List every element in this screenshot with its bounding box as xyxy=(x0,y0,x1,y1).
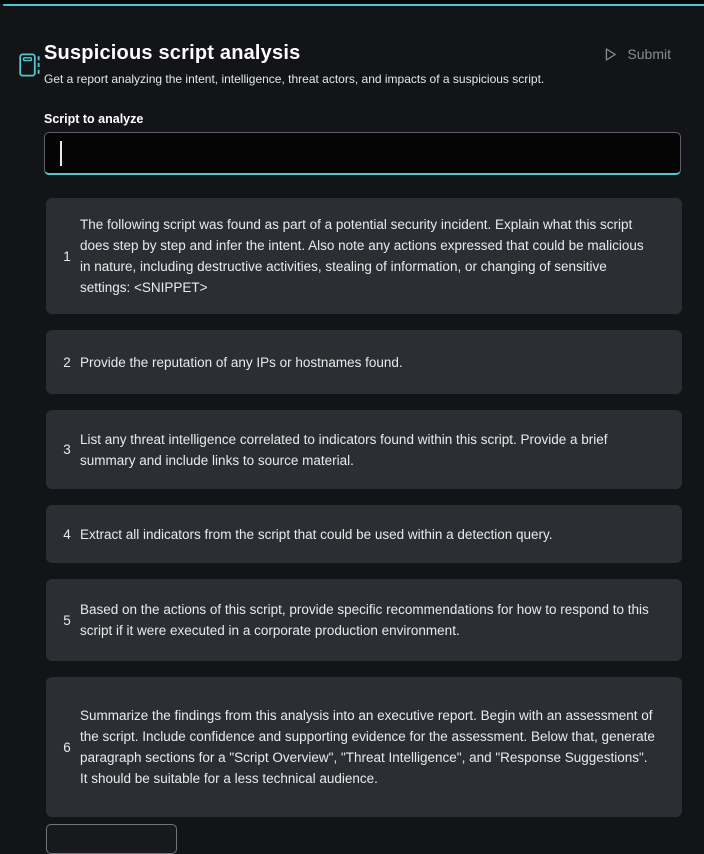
prompt-text: Provide the reputation of any IPs or hostnames found. xyxy=(80,354,403,370)
text-cursor xyxy=(60,141,62,166)
prompt-number: 4 xyxy=(63,526,71,542)
prompt-number: 3 xyxy=(63,442,71,457)
prompt-text: Summarize the findings from this analysis into an executive report. Begin with an assessment of the script. Include confidence and supporting evidence for the assessment. Below that, generate paragraph sections for a "Script Overview", "Threat Intelligence", and "Response Suggestions". It should be suitable for a less technical audience. xyxy=(80,708,655,786)
prompt-card-4[interactable] xyxy=(46,505,682,563)
prompt-card-2[interactable] xyxy=(46,330,682,394)
bottom-action-button-partial[interactable] xyxy=(46,824,177,854)
prompt-number: 6 xyxy=(63,739,71,755)
prompt-number: 5 xyxy=(63,612,71,628)
prompt-number: 2 xyxy=(63,354,71,370)
prompt-card-5[interactable] xyxy=(46,579,682,661)
play-icon xyxy=(603,47,618,62)
promptbook-icon xyxy=(19,53,40,77)
script-input[interactable] xyxy=(44,132,681,175)
prompt-card-3[interactable] xyxy=(46,410,682,489)
page-title: Suspicious script analysis xyxy=(44,42,301,64)
prompt-text: List any threat intelligence correlated to indicators found within this script. Provide a brief summary and include links to source material. xyxy=(80,431,608,468)
page-description: Get a report analyzing the intent, intelligence, threat actors, and impacts of a suspicious script. xyxy=(44,72,545,86)
prompt-number: 1 xyxy=(63,248,71,264)
script-input-label: Script to analyze xyxy=(44,112,144,126)
prompt-card-6[interactable] xyxy=(46,677,682,817)
prompt-card-1[interactable] xyxy=(46,198,682,314)
prompt-text: Based on the actions of this script, provide specific recommendations for how to respond to this script if it were executed in a corporate production environment. xyxy=(80,602,649,638)
submit-button[interactable] xyxy=(603,44,671,64)
prompt-list xyxy=(46,198,682,817)
prompt-text: Extract all indicators from the script that could be used within a detection query. xyxy=(80,526,553,542)
panel-top-accent xyxy=(3,4,704,6)
submit-label: Submit xyxy=(627,46,671,62)
prompt-text: The following script was found as part of a potential security incident. Explain what this script does step by step and infer the intent. Also note any actions expressed that could be malicious in nature, including destructive activities, stealing of information, or changing of sensitive settings: <SNIPPET> xyxy=(80,217,644,295)
